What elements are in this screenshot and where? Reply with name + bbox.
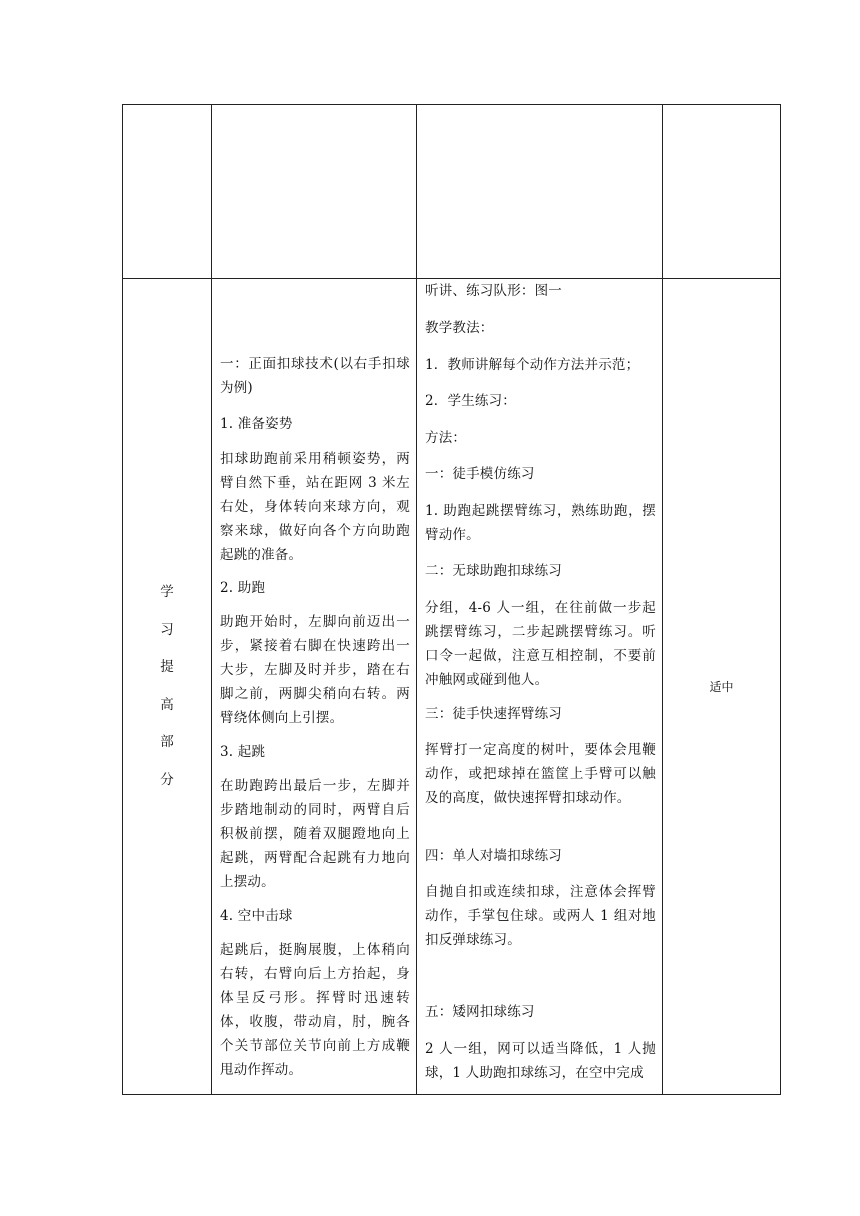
drill5-title: 五：矮网扣球练习 xyxy=(425,1004,535,1020)
method-sub-label: 方法： xyxy=(425,430,467,446)
step4-text: 起跳后，挺胸展腹，上体稍向右转，右臂向后上方抬起，身体呈反弓形。挥臂时迅速转体，收腹，带动肩，肘，腕各个关节部位关节向前上方成鞭甩动作挥动。 xyxy=(220,942,410,1078)
step4-title: 4. 空中击球 xyxy=(220,908,293,924)
section-label-char: 分 xyxy=(160,771,174,788)
drill2-text: 分组，4-6 人一组，在往前做一步起跳摆臂练习，二步起跳摆臂练习。听口令一起做，注意互相控制，不要前冲触网或碰到他人。 xyxy=(425,600,656,688)
step1-text: 扣球助跑前采用稍顿姿势，两臂自然下垂，站在距网 3 米左右处，身体转向来球方向，观察来球，做好向各个方向助跑起跳的准备。 xyxy=(220,451,410,563)
drill4-text: 自抛自扣或连续扣球，注意体会挥臂动作，手掌包住球。或两人 1 组对地扣反弹球练习。 xyxy=(425,884,656,948)
formation-text: 听讲、练习队形：图一 xyxy=(425,283,562,299)
section-label-char: 学 xyxy=(160,584,174,600)
step2-text: 助跑开始时，左脚向前迈出一步，紧接着右脚在快速跨出一大步，左脚及时并步，踏在右脚之前，两脚尖稍向右转。两臂绕体侧向上引摆。 xyxy=(220,614,410,726)
lesson-plan-table xyxy=(122,104,781,1095)
section-label-char: 习 xyxy=(160,621,174,638)
drill5-text: 2 人一组，网可以适当降低，1 人抛球，1 人助跑扣球练习，在空中完成 xyxy=(425,1041,656,1081)
table-row-top xyxy=(123,105,781,279)
step1-title: 1. 准备姿势 xyxy=(220,416,293,432)
drill3-title: 三：徒手快速挥臂练习 xyxy=(425,706,562,722)
method-item-2: 2．学生练习： xyxy=(425,393,516,409)
content-cell xyxy=(212,279,417,1095)
empty-cell xyxy=(123,105,212,279)
step2-title: 2. 助跑 xyxy=(220,580,266,596)
table-row-learning xyxy=(123,279,781,1095)
drill1-text: 1. 助跑起跳摆臂练习，熟练助跑，摆臂动作。 xyxy=(425,503,656,543)
drill1-title: 一：徒手模仿练习 xyxy=(425,466,535,482)
section-label xyxy=(123,574,211,799)
intensity-cell xyxy=(663,279,781,1095)
section-label-char: 提 xyxy=(160,659,174,675)
method-item-1: 1．教师讲解每个动作方法并示范； xyxy=(425,357,640,373)
content-title: 一：正面扣球技术(以右手扣球为例) xyxy=(220,356,410,396)
empty-cell xyxy=(663,105,781,279)
section-label-char: 部 xyxy=(160,734,174,750)
empty-cell xyxy=(212,105,417,279)
drill3-text: 挥臂打一定高度的树叶，要体会甩鞭动作，或把球掉在篮筐上手臂可以触及的高度，做快速挥臂扣球动作。 xyxy=(425,742,656,806)
section-label-char: 高 xyxy=(160,696,174,713)
drill2-title: 二：无球助跑扣球练习 xyxy=(425,563,562,579)
method-label: 教学教法： xyxy=(425,320,494,336)
step3-text: 在助跑跨出最后一步，左脚并步踏地制动的同时，两臂自后积极前摆，随着双腿蹬地向上起跳，两臂配合起跳有力地向上摆动。 xyxy=(220,778,410,890)
section-label-cell xyxy=(123,279,212,1095)
intensity-value: 适中 xyxy=(709,680,734,694)
step3-title: 3. 起跳 xyxy=(220,744,266,760)
drill4-title: 四：单人对墙扣球练习 xyxy=(425,848,562,864)
method-cell xyxy=(417,279,663,1095)
empty-cell xyxy=(417,105,663,279)
